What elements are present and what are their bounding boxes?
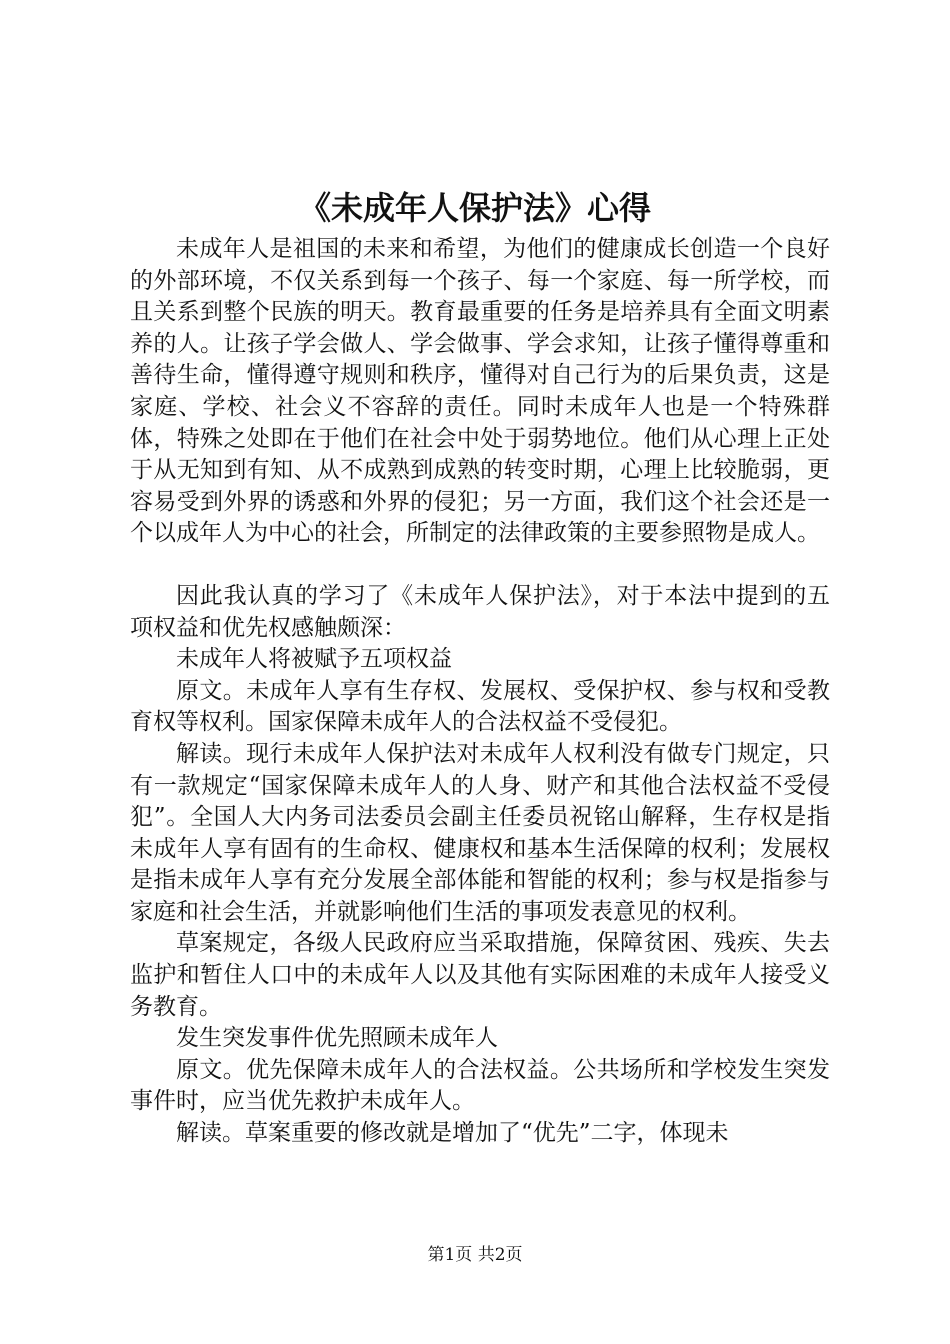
paragraph-intro: 未成年人是祖国的未来和希望，为他们的健康成长创造一个良好的外部环境，不仅关系到每一个孩子、每一个家庭、每一所学校，而且关系到整个民族的明天。教育最重要的任务是培养具有全面文明素养的人。让孩子学会做人、学会做事、学会求知，让孩子懂得尊重和善待生命，懂得遵守规则和秩序，懂得对自己行为的后果负责，这是家庭、学校、社会义不容辞的责任。同时未成年人也是一个特殊群体，特殊之处即在于他们在社会中处于弱势地位。他们从心理上正处于从无知到有知、从不成熟到成熟的转变时期，心理上比较脆弱，更容易受到外界的诱惑和外界的侵犯；另一方面，我们这个社会还是一个以成年人为中心的社会，所制定的法律政策的主要参照物是成人。 <box>130 236 830 547</box>
page-number-footer: 第1页 共2页 <box>427 1245 523 1265</box>
paragraph-original-text-2: 原文。优先保障未成年人的合法权益。公共场所和学校发生突发事件时，应当优先救护未成年人。 <box>130 1056 830 1115</box>
paragraph-draft-provision: 草案规定，各级人民政府应当采取措施，保障贫困、残疾、失去监护和暂住人口中的未成年人以及其他有实际困难的未成年人接受义务教育。 <box>130 930 830 1020</box>
paragraph-study: 因此我认真的学习了《未成年人保护法》，对于本法中提到的五项权益和优先权感触颇深： <box>130 582 830 641</box>
document-body <box>130 234 830 1150</box>
document-title: 《未成年人保护法》心得 <box>298 189 651 227</box>
paragraph-original-text-1: 原文。未成年人享有生存权、发展权、受保护权、参与权和受教育权等权利。国家保障未成年人的合法权益不受侵犯。 <box>130 677 830 736</box>
paragraph-interpretation-2: 解读。草案重要的修改就是增加了“优先”二字，体现未 <box>176 1120 729 1147</box>
paragraph-interpretation-1: 解读。现行未成年人保护法对未成年人权利没有做专门规定，只有一款规定“国家保障未成年人的人身、财产和其他合法权益不受侵犯”。全国人大内务司法委员会副主任委员祝铭山解释，生存权是指未成年人享有固有的生命权、健康权和基本生活保障的权利；发展权是指未成年人享有充分发展全部体能和智能的权利；参与权是指参与家庭和社会生活，并就影响他们生活的事项发表意见的权利。 <box>130 740 830 925</box>
heading-five-rights: 未成年人将被赋予五项权益 <box>176 646 452 673</box>
heading-priority: 发生突发事件优先照顾未成年人 <box>176 1025 498 1052</box>
